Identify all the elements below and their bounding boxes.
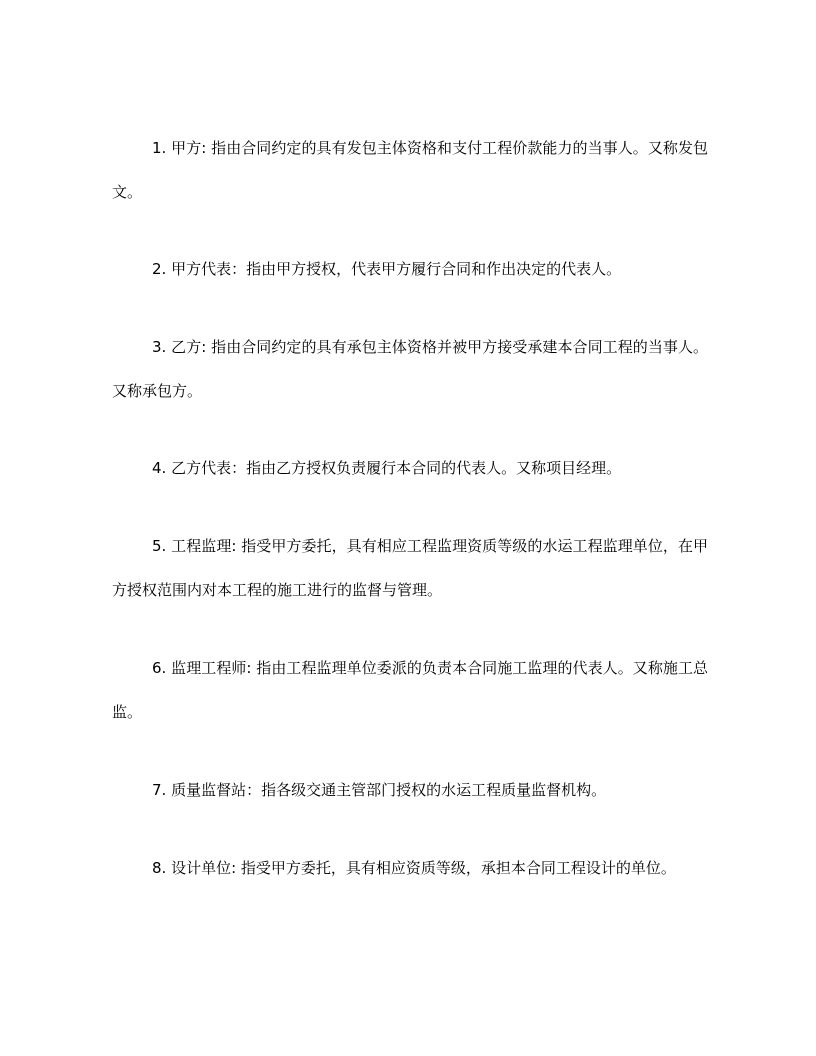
document-body	[112, 126, 708, 924]
clause-1-party-a: 1. 甲方: 指由合同约定的具有发包主体资格和支付工程价款能力的当事人。又称发包文。	[112, 139, 708, 201]
clause-6-supervising-engineer: 6. 监理工程师: 指由工程监理单位委派的负责本合同施工监理的代表人。又称施工总监。	[112, 659, 708, 721]
clause-2-party-a-representative: 2. 甲方代表：指由甲方授权，代表甲方履行合同和作出决定的代表人。	[152, 260, 622, 278]
clause-7-quality-supervision-station: 7. 质量监督站：指各级交通主管部门授权的水运工程质量监督机构。	[152, 781, 607, 799]
clause-8-design-unit: 8. 设计单位: 指受甲方委托，具有相应资质等级，承担本合同工程设计的单位。	[152, 859, 676, 877]
clause-4-party-b-representative: 4. 乙方代表：指由乙方授权负责履行本合同的代表人。又称项目经理。	[152, 459, 622, 477]
clause-3-party-b: 3. 乙方: 指由合同约定的具有承包主体资格并被甲方接受承建本合同工程的当事人。又称承包方。	[112, 338, 708, 400]
clause-5-engineering-supervision: 5. 工程监理: 指受甲方委托，具有相应工程监理资质等级的水运工程监理单位，在甲方授权范围内对本工程的施工进行的监督与管理。	[112, 537, 708, 599]
